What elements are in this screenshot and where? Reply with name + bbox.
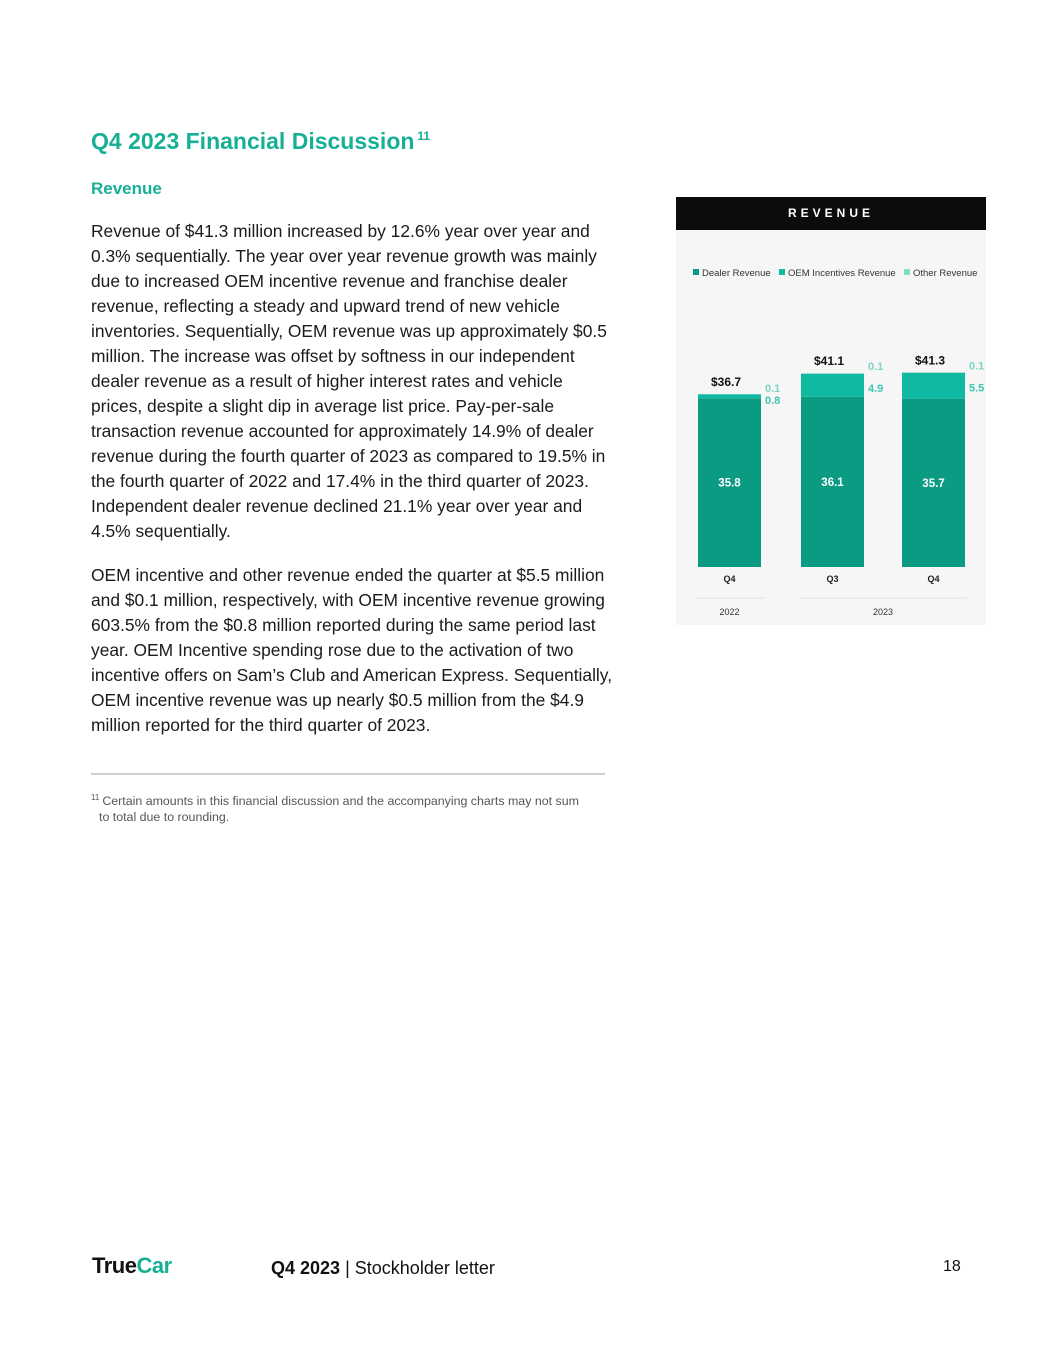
data-label-other-0: 0.1 (765, 382, 781, 395)
chart-plot (676, 197, 986, 625)
footnote-number: 11 (91, 793, 100, 802)
legend-label-other: Other Revenue (913, 268, 978, 279)
footer-period: Q4 2023 (271, 1258, 341, 1278)
data-label-oem-2: 5.5 (969, 382, 985, 395)
x-tick-label-0: Q4 (723, 574, 736, 584)
paragraph-oem-incentive: OEM incentive and other revenue ended the quarter at $5.5 million and $0.1 million, respectively, with OEM incentive revenue growing 603.5% from the $0.8 million reported during the same period last year. OEM Incentive spending rose due to the activation of two incentive offers on Sam’s Club and American Express. Sequentially, OEM incentive revenue was up nearly $0.5 million from the $4.9 million reported for the third quarter of 2023. (91, 565, 613, 735)
year-label-2022: 2022 (719, 607, 740, 617)
footnote-ref[interactable]: 11 (417, 129, 431, 144)
data-label-total-2: $41.3 (915, 353, 946, 368)
footnote-line-1: Certain amounts in this financial discussion and the accompanying charts may not sum (102, 794, 579, 809)
page-title (91, 128, 430, 155)
x-tick-label-2: Q4 (927, 574, 940, 584)
bar-oem-2 (902, 373, 965, 399)
data-label-oem-0: 0.8 (765, 394, 781, 407)
bar-oem-1 (801, 374, 864, 397)
paragraph-revenue: Revenue of $41.3 million increased by 12.6% year over year and 0.3% sequentially. The year over year revenue growth was mainly due to increased OEM incentive revenue and franchise dealer revenue, reflecting a steady and upward trend of new vehicle inventories. Sequentially, OEM revenue was up approximately $0.5 million. The increase was offset by softness in our independent dealer revenue as a result of higher interest rates and vehicle prices, despite a slight dip in average list price. Pay-per-sale transaction revenue accounted for approximately 14.9% of dealer revenue during the fourth quarter of 2023 as compared to 19.5% in the fourth quarter of 2022 and 17.4% in the third quarter of 2023. Independent dealer revenue declined 21.1% year over year and 4.5% sequentially. (91, 221, 607, 541)
footnote (91, 790, 611, 825)
data-label-oem-1: 4.9 (868, 383, 884, 396)
footer-document-label (271, 1258, 495, 1279)
page-title-text: Q4 2023 Financial Discussion (91, 128, 415, 154)
section-subtitle: Revenue (91, 179, 162, 198)
footnote-line-2: to total due to rounding. (99, 810, 230, 825)
legend-label-dealer: Dealer Revenue (702, 268, 771, 279)
data-label-dealer-2: 35.7 (922, 477, 945, 490)
logo-text-true: True (92, 1253, 137, 1278)
data-label-dealer-1: 36.1 (821, 476, 844, 489)
revenue-chart (676, 197, 986, 625)
footer-doc-name: Stockholder letter (354, 1258, 495, 1278)
year-label-2023: 2023 (872, 607, 894, 617)
data-label-other-2: 0.1 (969, 360, 985, 373)
chart-title: REVENUE (676, 197, 986, 230)
truecar-logo (92, 1253, 172, 1279)
page-number: 18 (943, 1258, 961, 1275)
data-label-total-0: $36.7 (711, 374, 742, 389)
data-label-other-1: 0.1 (868, 361, 884, 374)
data-label-dealer-0: 35.8 (718, 477, 741, 490)
logo-text-car: Car (136, 1253, 172, 1278)
legend-label-oem: OEM Incentives Revenue (788, 268, 896, 279)
data-label-total-1: $41.1 (814, 354, 845, 369)
footnote-divider (91, 773, 605, 775)
bar-oem-0 (698, 394, 761, 398)
x-tick-label-1: Q3 (826, 574, 839, 584)
footer-separator: | (345, 1258, 350, 1278)
